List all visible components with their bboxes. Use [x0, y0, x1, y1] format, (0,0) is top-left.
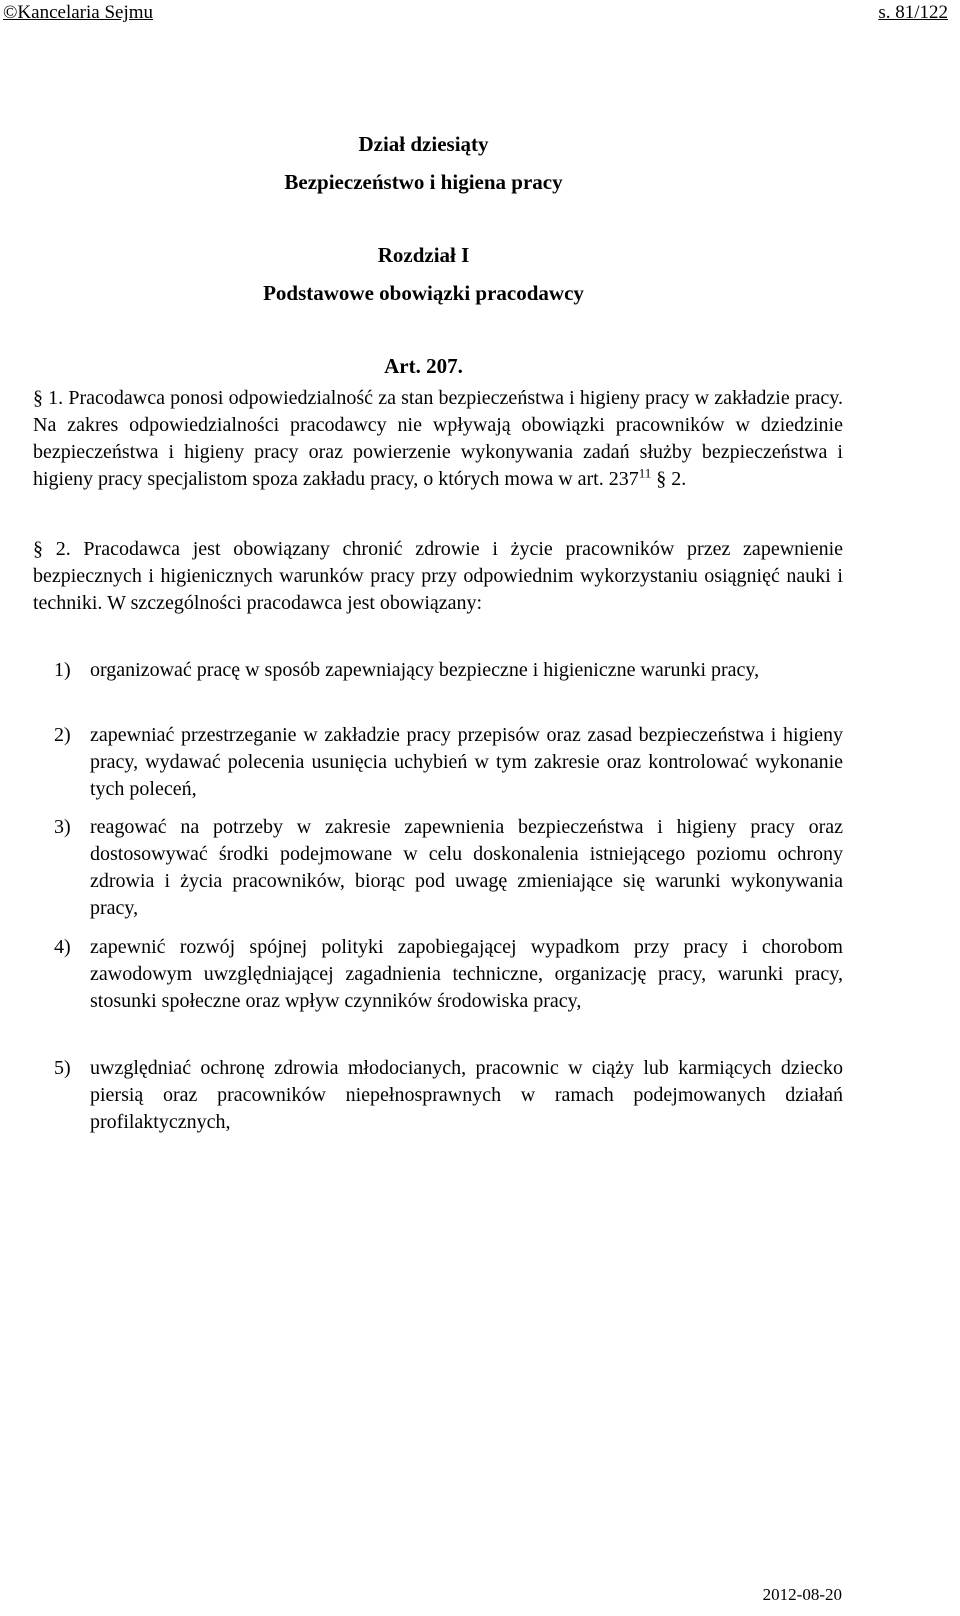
chapter-title: Podstawowe obowiązki pracodawcy — [263, 281, 584, 305]
division-heading: Dział dziesiąty — [358, 132, 489, 156]
header-copyright: ©Kancelaria Sejmu — [3, 2, 154, 23]
list-item-number: 4) — [54, 936, 71, 958]
paragraph-1-text: § 1. Pracodawca ponosi odpowiedzialność za stan bezpieczeństwa i higieny pracy w zakładzie pracy. Na zakres odpowiedzialności pracodawcy nie wpływają obowiązki pracowników w dziedzinie bezpieczeństwa i higieny pracy oraz powierzenie wykonywania zadań służby bezpieczeństwa i higieny pracy specjalistom spoza zakładu pracy, o których mowa w art. 237 — [33, 387, 843, 490]
list-item-text: uwzględniać ochronę zdrowia młodocianych, pracownic w ciąży lub karmiących dziecko piersią oraz pracowników niepełnosprawnych w ramach podejmowanych działań profilaktycznych, — [90, 1057, 843, 1133]
list-item-number: 3) — [54, 816, 71, 838]
paragraph-1-tail: § 2. — [651, 468, 687, 490]
list-item-text: zapewniać przestrzeganie w zakładzie pracy przepisów oraz zasad bezpieczeństwa i higieny pracy, wydawać polecenia usunięcia uchybień w tym zakresie oraz kontrolować wykonanie tych poleceń, — [90, 724, 843, 800]
list-item — [54, 722, 843, 803]
paragraph-2-text: § 2. Pracodawca jest obowiązany chronić zdrowie i życie pracowników przez zapewnienie bezpiecznych i higienicznych warunków pracy przy odpowiednim wykorzystaniu osiągnięć nauki i techniki. W szczególności pracodawca jest obowiązany: — [33, 538, 843, 614]
list-item-text: zapewnić rozwój spójnej polityki zapobiegającej wypadkom przy pracy i chorobom zawodowym uwzględniającej zagadnienia techniczne, organizację pracy, warunki pracy, stosunki społeczne oraz wpływ czynników środowiska pracy, — [90, 936, 843, 1012]
list-item — [54, 657, 843, 684]
paragraph-1-superscript: 11 — [638, 465, 652, 481]
header-page-number: s. 81/122 — [878, 2, 948, 23]
paragraph-2 — [33, 536, 843, 617]
list-item-number: 2) — [54, 724, 71, 746]
list-item — [54, 814, 843, 922]
list-item-number: 1) — [54, 659, 71, 681]
footer-date: 2012-08-20 — [762, 1585, 842, 1604]
list-item — [54, 1055, 843, 1136]
list-item-text: reagować na potrzeby w zakresie zapewnienia bezpieczeństwa i higieny pracy oraz dostosowywać środki podejmowane w celu doskonalenia istniejącego poziomu ochrony zdrowia i życia pracowników, biorąc pod uwagę zmieniające się warunki wykonywania pracy, — [90, 816, 843, 919]
list-item — [54, 934, 843, 1015]
paragraph-1 — [33, 385, 843, 493]
list-item-number: 5) — [54, 1057, 71, 1079]
chapter-heading: Rozdział I — [377, 243, 470, 267]
list-item-text: organizować pracę w sposób zapewniający bezpieczne i higieniczne warunki pracy, — [90, 659, 760, 681]
article-heading: Art. 207. — [384, 354, 463, 378]
division-title: Bezpieczeństwo i higiena pracy — [284, 170, 563, 194]
